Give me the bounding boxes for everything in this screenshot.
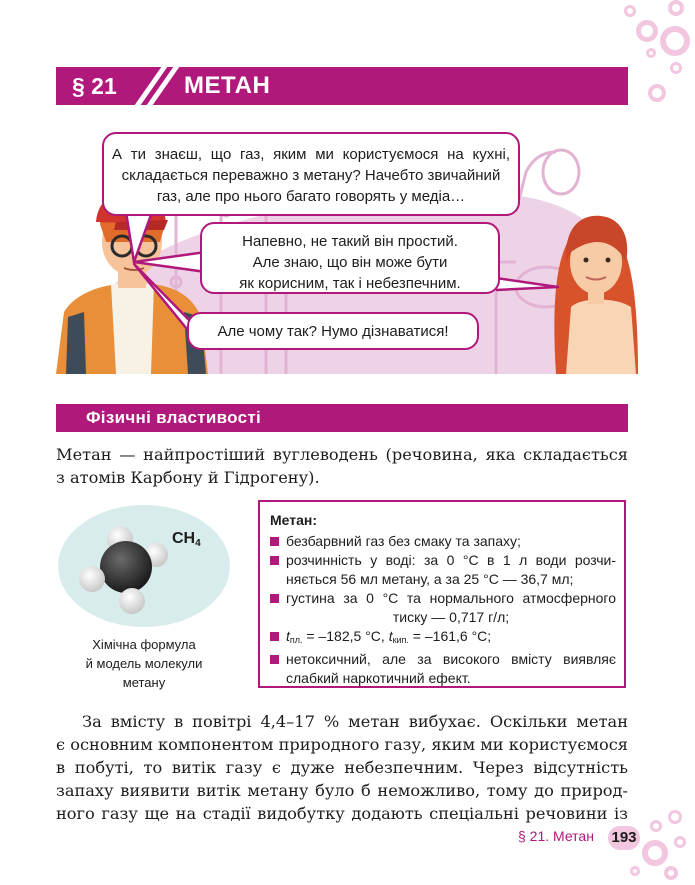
property-item-temperatures (270, 627, 616, 650)
bullet-square (270, 556, 279, 565)
dialogue-illustration (56, 112, 638, 374)
body-paragraph (56, 710, 628, 825)
section-title: Фізичні властивості (86, 408, 262, 427)
melting-subscript: пл. (289, 635, 303, 645)
bubble-text-line: Але знаю, що він може бути (252, 254, 448, 271)
speech-bubble-boy-2 (187, 312, 479, 350)
bubble-text-line: як корисним, так і небезпечним. (239, 275, 461, 292)
section-header (56, 404, 628, 432)
property-text: безбарвний газ без смаку та запаху; (286, 533, 521, 549)
chapter-title: МЕТАН (184, 72, 271, 99)
temp-symbol: t (388, 628, 393, 644)
temp-symbol: t (286, 628, 290, 644)
property-text: слабкий наркотичний ефект. (286, 670, 471, 686)
boiling-subscript: кип. (392, 635, 409, 645)
text-line: запаху виявити витік метану було б неможливо, тому до природ- (56, 781, 628, 800)
property-item (270, 532, 616, 551)
melting-value: = –182,5 °С, (302, 628, 389, 644)
text-line: в побуті, то витік газу є дуже небезпечним. Через відсутність (56, 758, 628, 777)
bullet-square (270, 537, 279, 546)
property-text: густина за 0 °С та нормального атмосферного (286, 590, 616, 606)
paragraph-number: § 21 (72, 73, 117, 99)
bubble-text-line: газ, але про нього багато говорять у медіа… (156, 188, 466, 205)
property-text: тиску — 0,717 г/л; (392, 609, 510, 625)
properties-list (270, 532, 616, 688)
bubble-text-line: А ти знаєш, що газ, яким ми користуємося на кухні, (112, 146, 510, 163)
caption-line: й модель молекули (85, 656, 203, 671)
running-footer: § 21. Метан (518, 828, 594, 844)
text-line: з атомів Карбону й Гідрогену). (56, 468, 320, 487)
properties-heading: Метан: (270, 512, 318, 528)
caption-line: метану (122, 675, 166, 690)
bubble-text-line: Але чому так? Нумо дізнаватися! (217, 323, 449, 340)
caption-line: Хімічна формула (92, 637, 196, 652)
text-line: є основним компонентом природного газу, яким ми користуємося (56, 735, 628, 754)
bullet-square (270, 632, 279, 641)
properties-box (258, 500, 626, 688)
methane-molecule-model (58, 505, 230, 627)
molecule-caption (56, 635, 232, 692)
page-number: 193 (608, 826, 640, 850)
formula-subscript: 4 (195, 538, 201, 549)
property-text: няється 56 мл метану, а за 25 °С — 36,7 мл; (286, 571, 574, 587)
property-item (270, 650, 616, 688)
property-item (270, 589, 616, 627)
bullet-square (270, 655, 279, 664)
speech-bubble-girl (200, 222, 500, 294)
bullet-square (270, 594, 279, 603)
property-text: розчинність у воді: за 0 °С в 1 л води розчи- (286, 552, 616, 568)
temperature-line (286, 627, 616, 650)
bubble-text-line: Напевно, не такий він простий. (242, 233, 458, 250)
text-line: ного газу ще на стадії видобутку додають спеціальні речовини із (56, 804, 628, 823)
boiling-value: = –161,6 °С; (408, 628, 492, 644)
speech-bubble-boy-1 (102, 132, 520, 216)
bubble-text-line: складається переважно з метану? Начебто звичайний (121, 167, 501, 184)
property-text: нетоксичний, але за високого вмісту виявляє (286, 651, 616, 667)
text-line: За вмісту в повітрі 4,4–17 % метан вибухає. Оскільки метан (82, 712, 628, 731)
property-item (270, 551, 616, 589)
chapter-header (56, 67, 628, 105)
methane-formula (172, 530, 201, 549)
formula-main: CH (172, 530, 196, 547)
text-line: Метан — найпростіший вуглеводень (речовина, яка складається (56, 445, 628, 464)
intro-paragraph (56, 443, 628, 489)
